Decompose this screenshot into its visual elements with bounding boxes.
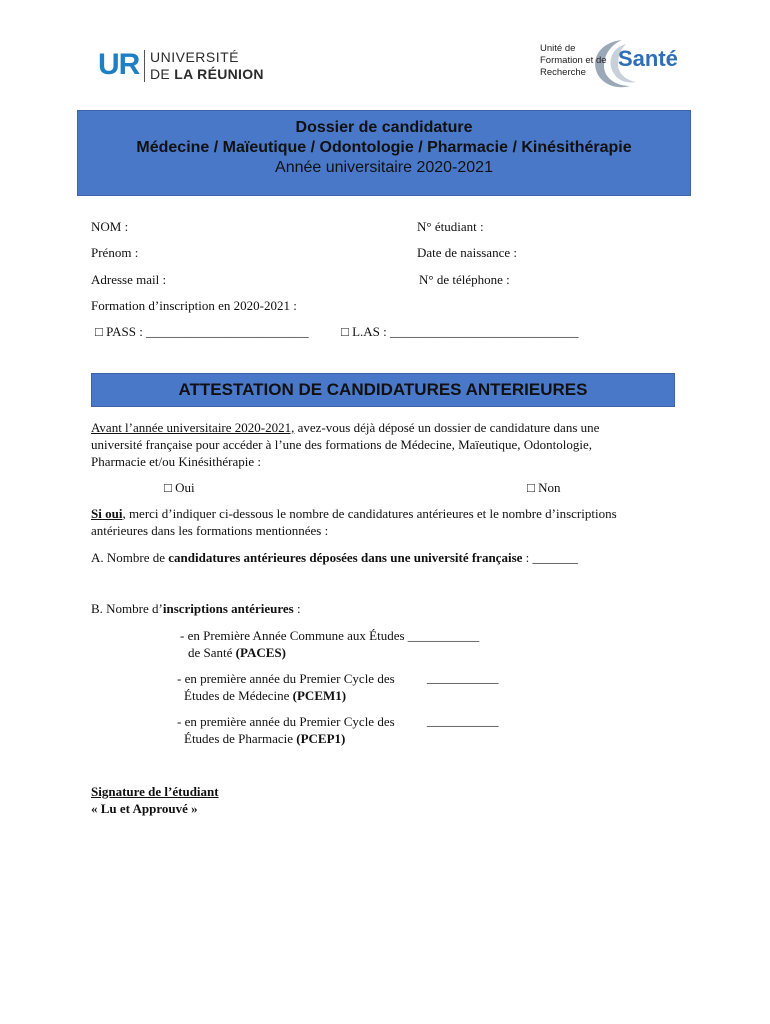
non-checkbox[interactable]: □ Non <box>527 480 561 495</box>
ur-logo-line1: UNIVERSITÉ <box>150 49 240 65</box>
attestation-title: ATTESTATION DE CANDIDATURES ANTERIEURES <box>178 380 588 399</box>
ufr-logo-line1: Unité de <box>540 43 576 54</box>
question-paragraph: Avant l’année universitaire 2020-2021, avez-vous déjà déposé un dossier de candidature dans une université française pour accéder à l’une des formations de Médecine, Maïeutique, Odontologie, Pharmacie et/ou Kinésithérapie : <box>91 420 600 469</box>
si-oui-label: Si oui <box>91 506 123 521</box>
header-box <box>77 110 691 196</box>
paces-item: - en Première Année Commune aux Études ___________ de Santé (PACES) <box>180 628 480 660</box>
ufr-logo-sante: Santé <box>618 46 678 71</box>
document-title: Dossier de candidature <box>295 119 473 136</box>
prenom-label: Prénom : <box>91 245 139 260</box>
signature-block <box>91 783 219 817</box>
si-oui-paragraph: Si oui, merci d’indiquer ci-dessous le nombre de candidatures antérieures et le nombre d’inscriptions antérieures dans les formations mentionnées : <box>91 506 617 538</box>
ur-logo-mark: UR <box>98 48 140 81</box>
oui-checkbox[interactable]: □ Oui <box>164 480 195 495</box>
pcep-blank[interactable]: ___________ <box>427 713 499 728</box>
las-option[interactable]: □ L.AS : _____________________________ <box>341 324 579 339</box>
date-naissance-label: Date de naissance : <box>417 245 517 260</box>
signature-label: Signature de l’étudiant <box>91 784 219 799</box>
numero-etudiant-label: N° étudiant : <box>417 219 484 234</box>
pcep-item: - en première année du Premier Cycle des Études de Pharmacie (PCEP1) <box>177 714 395 746</box>
pcem-blank[interactable]: ___________ <box>427 670 499 685</box>
attestation-header <box>91 373 675 407</box>
ur-logo-line2: DE LA RÉUNION <box>150 66 264 82</box>
telephone-label: N° de téléphone : <box>419 272 510 287</box>
pass-option[interactable]: □ PASS : _________________________ <box>95 324 309 339</box>
nom-label: NOM : <box>91 219 129 234</box>
document-subtitle: Médecine / Maïeutique / Odontologie / Pharmacie / Kinésithérapie <box>136 139 632 156</box>
pcem-item: - en première année du Premier Cycle des Études de Médecine (PCEM1) <box>177 671 395 703</box>
question-date: Avant l’année universitaire 2020-2021, <box>91 420 295 435</box>
universite-reunion-logo <box>98 46 273 86</box>
adresse-mail-label: Adresse mail : <box>91 272 167 287</box>
approval-text: « Lu et Approuvé » <box>91 801 198 816</box>
ufr-sante-logo <box>538 36 688 92</box>
ufr-logo-line3: Recherche <box>540 67 586 78</box>
formation-label: Formation d’inscription en 2020-2021 : <box>91 298 297 313</box>
academic-year: Année universitaire 2020-2021 <box>275 159 493 176</box>
ufr-logo-line2: Formation et de <box>540 55 607 66</box>
question-a: A. Nombre de candidatures antérieures déposées dans une université française : _______ <box>91 550 579 565</box>
question-b: B. Nombre d’inscriptions antérieures : <box>91 601 301 616</box>
ur-logo-divider <box>144 50 145 82</box>
